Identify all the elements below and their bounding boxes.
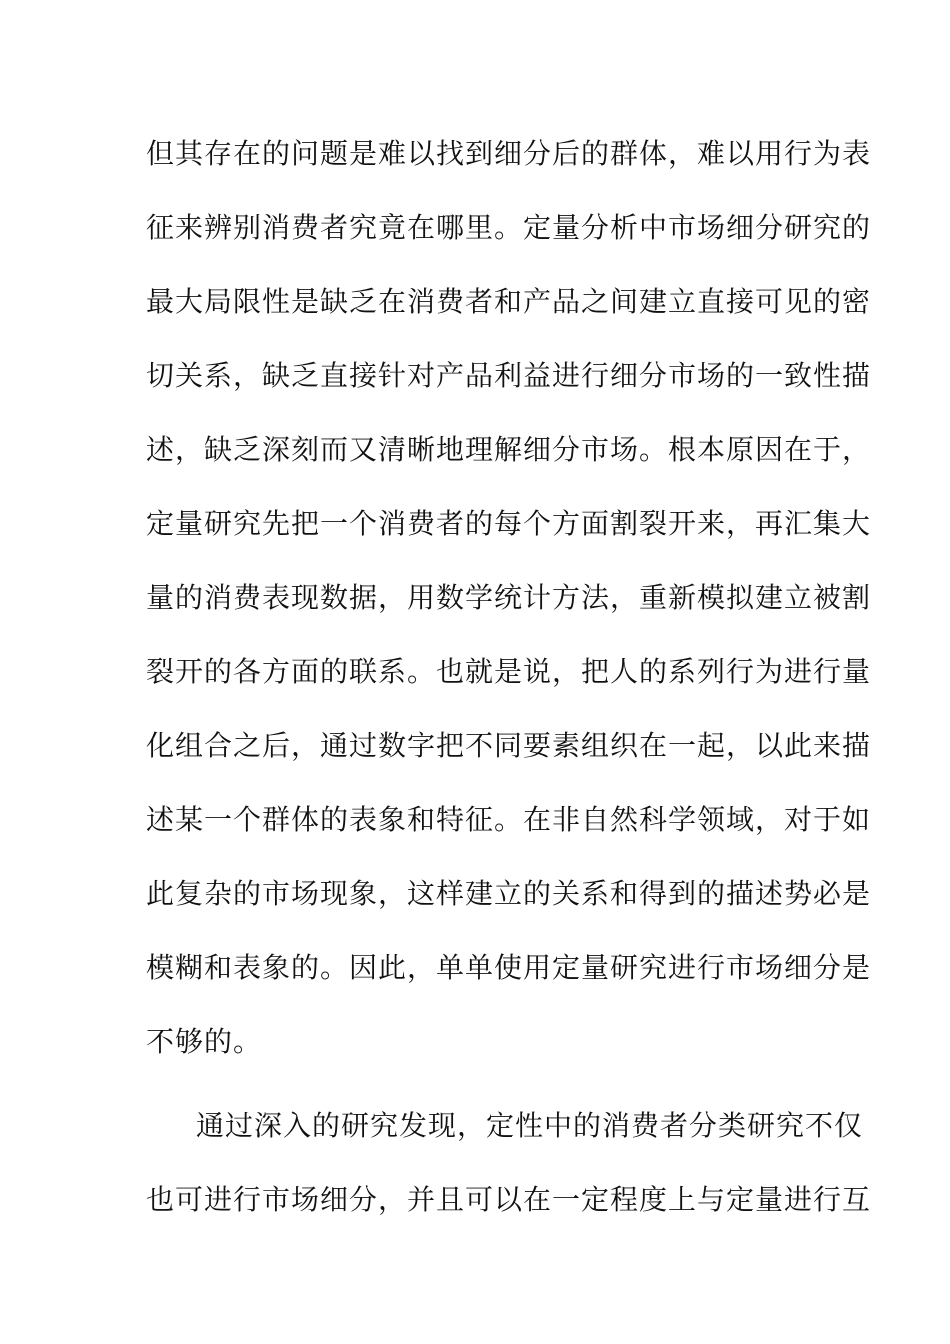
text-line: 但其存在的问题是难以找到细分后的群体，难以用行为表 [146, 137, 872, 170]
text-line: 述，缺乏深刻而又清晰地理解细分市场。根本原因在于， [146, 433, 872, 466]
text-line: 也可进行市场细分，并且可以在一定程度上与定量进行互 [146, 1183, 872, 1216]
text-line: 切关系，缺乏直接针对产品利益进行细分市场的一致性描 [146, 359, 872, 392]
text-line: 述某一个群体的表象和特征。在非自然科学领域，对于如 [146, 803, 872, 836]
text-line: 不够的。 [146, 1025, 263, 1058]
text-line: 化组合之后，通过数字把不同要素组织在一起，以此来描 [146, 729, 872, 762]
text-line: 模糊和表象的。因此，单单使用定量研究进行市场细分是 [146, 951, 872, 984]
text-line: 征来辨别消费者究竟在哪里。定量分析中市场细分研究的 [146, 211, 872, 244]
text-line: 定量研究先把一个消费者的每个方面割裂开来，再汇集大 [146, 507, 872, 540]
text-line: 最大局限性是缺乏在消费者和产品之间建立直接可见的密 [146, 285, 872, 318]
paragraph-first-line: 通过深入的研究发现，定性中的消费者分类研究不仅 [196, 1109, 864, 1142]
text-line: 此复杂的市场现象，这样建立的关系和得到的描述势必是 [146, 877, 872, 910]
text-line: 量的消费表现数据，用数学统计方法，重新模拟建立被割 [146, 581, 872, 614]
text-line: 裂开的各方面的联系。也就是说，把人的系列行为进行量 [146, 655, 872, 688]
